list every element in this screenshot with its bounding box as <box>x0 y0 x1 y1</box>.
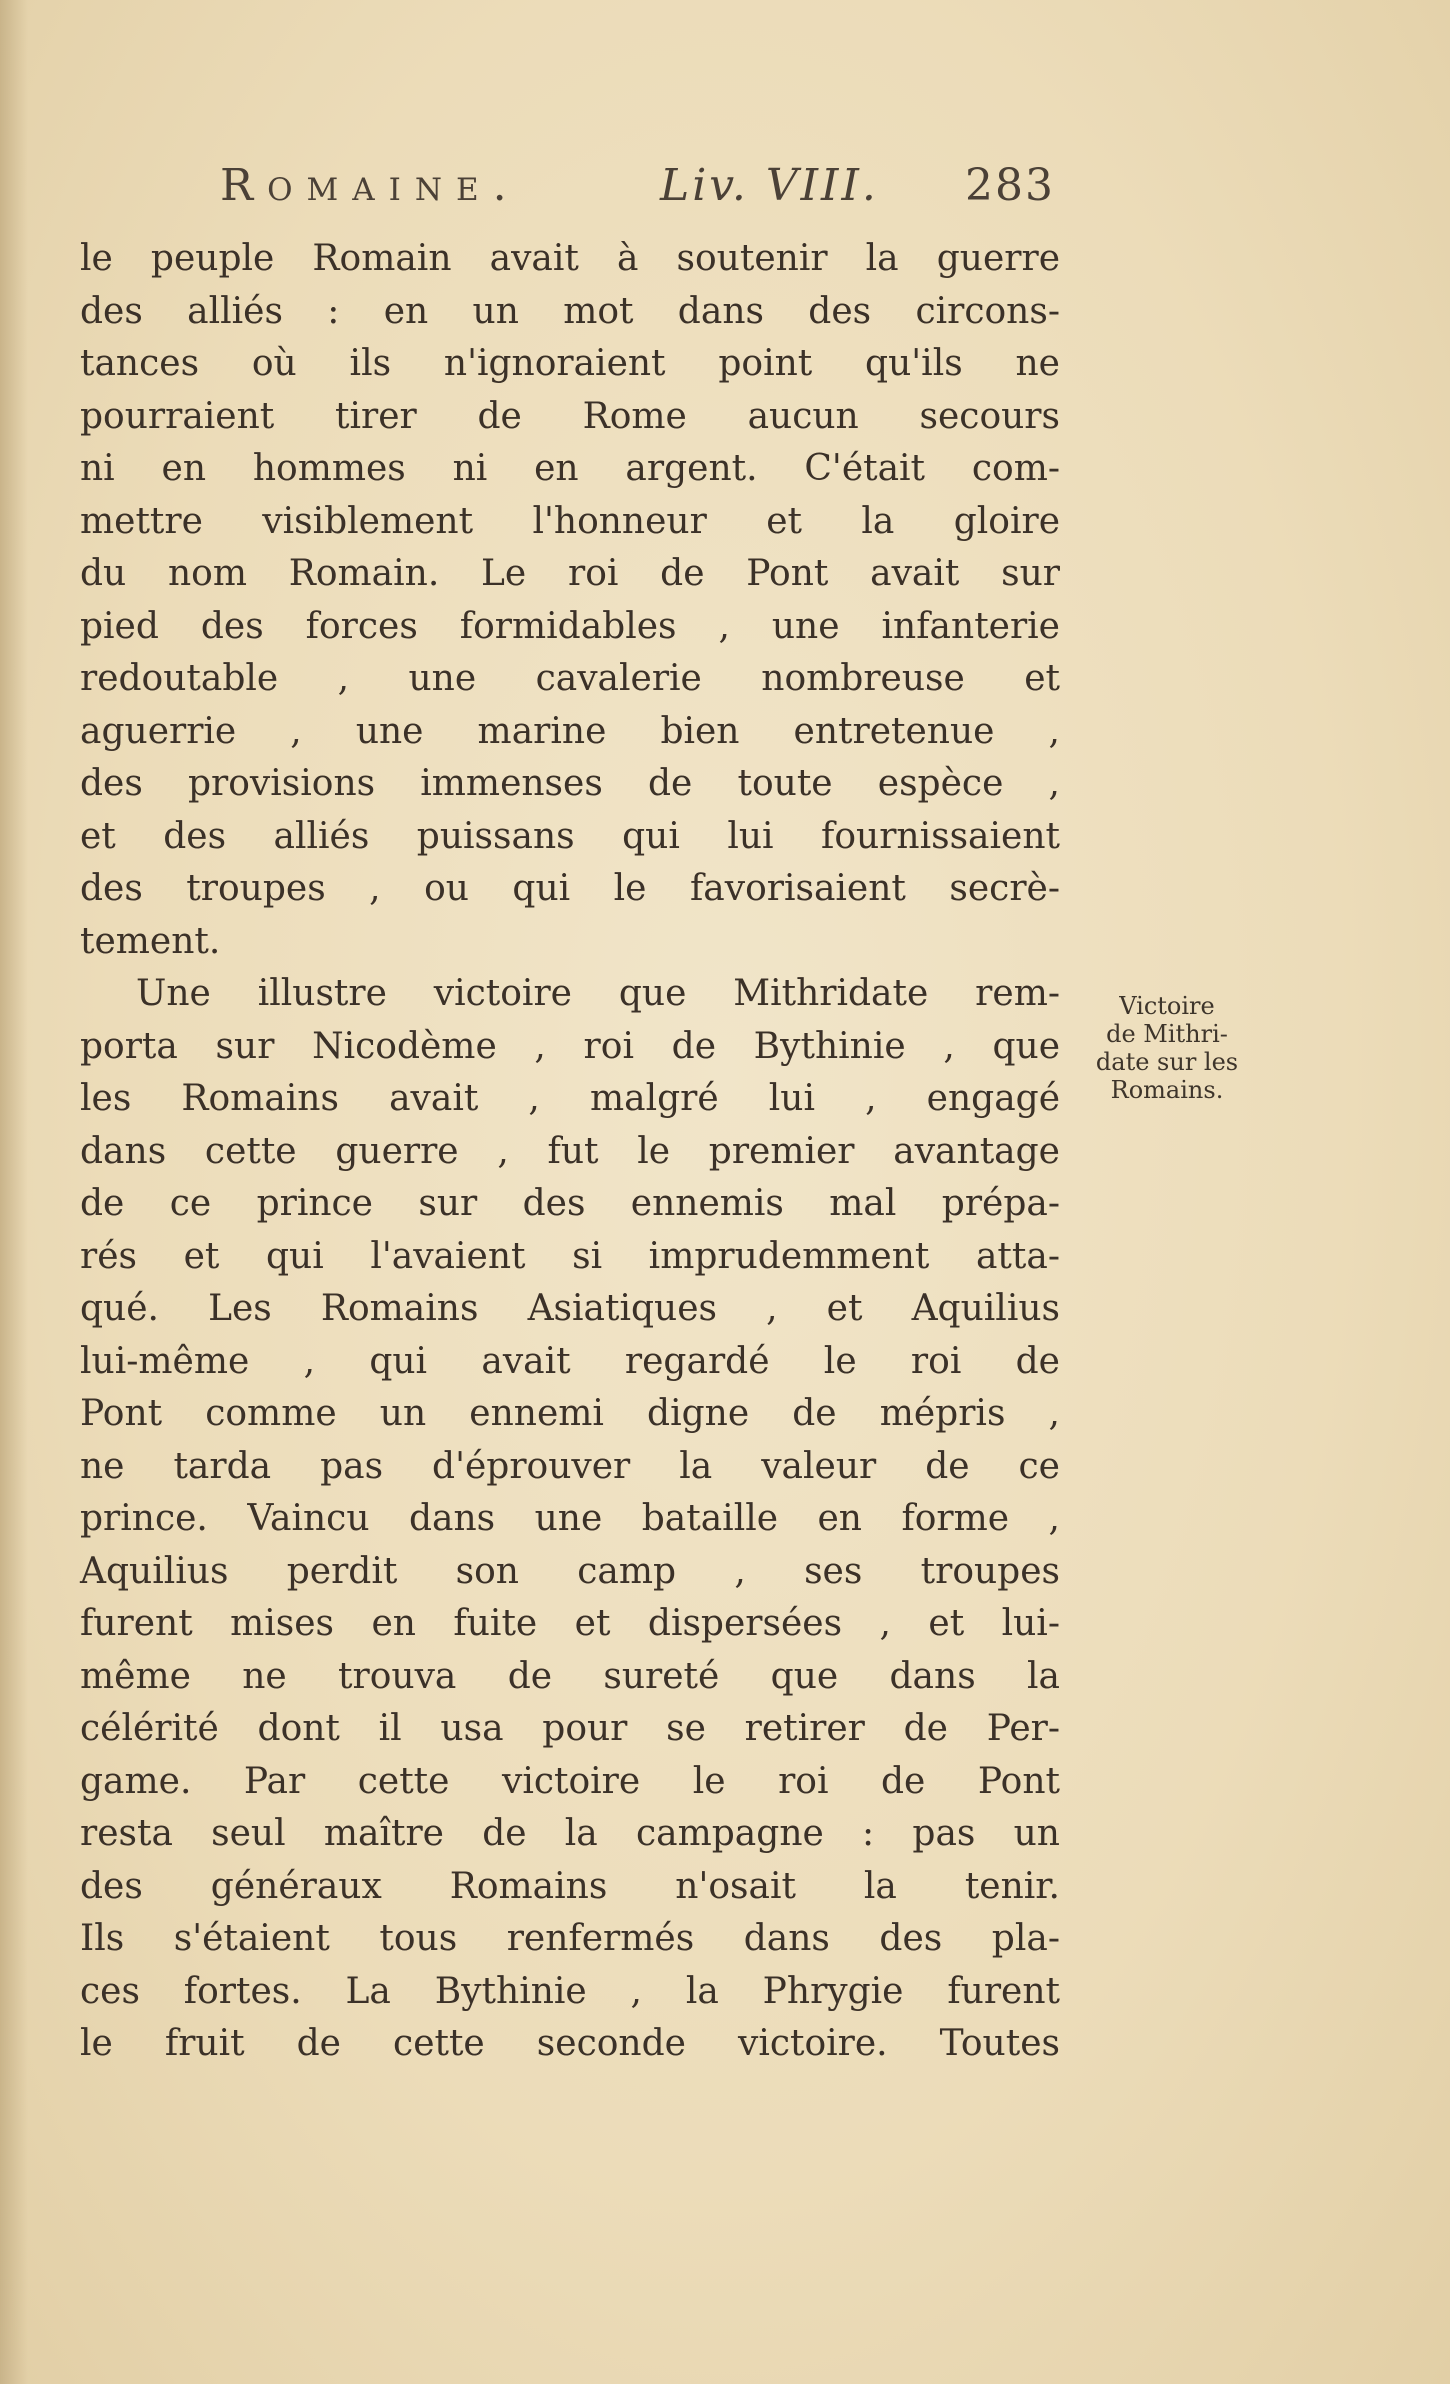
text-line: et des alliés puissans qui lui fournissaient <box>80 815 1060 857</box>
margin-note <box>1062 992 1272 1104</box>
text-line: des alliés : en un mot dans des circons- <box>80 290 1060 332</box>
text-line: pourraient tirer de Rome aucun secours <box>80 395 1060 437</box>
text-line: de ce prince sur des ennemis mal prépa- <box>80 1183 1060 1224</box>
margin-note-line: date sur les <box>1095 1048 1239 1076</box>
text-line: dans cette guerre , fut le premier avantage <box>80 1130 1060 1172</box>
text-line: ne tarda pas d'éprouver la valeur de ce <box>80 1445 1060 1487</box>
text-line: le fruit de cette seconde victoire. Toutes <box>80 2023 1060 2064</box>
text-line: qué. Les Romains Asiatiques , et Aquilius <box>80 1288 1060 1329</box>
text-line: porta sur Nicodème , roi de Bythinie , que <box>80 1025 1060 1067</box>
text-line: ces fortes. La Bythinie , la Phrygie furent <box>80 1970 1060 2012</box>
text-line: furent mises en fuite et dispersées , et lui- <box>80 1603 1060 1644</box>
text-line: Pont comme un ennemi digne de mépris , <box>80 1393 1060 1434</box>
text-line: redoutable , une cavalerie nombreuse et <box>80 658 1060 699</box>
text-line: lui-même , qui avait regardé le roi de <box>80 1340 1060 1382</box>
running-header <box>220 160 1080 220</box>
text-line: ni en hommes ni en argent. C'était com- <box>80 448 1060 489</box>
text-line: le peuple Romain avait à soutenir la guerre <box>80 238 1060 279</box>
text-line: célérité dont il usa pour se retirer de Per- <box>80 1708 1060 1749</box>
page-number: 283 <box>965 160 1055 211</box>
text-line: les Romains avait , malgré lui , engagé <box>80 1078 1060 1119</box>
text-line: prince. Vaincu dans une bataille en forme , <box>80 1498 1060 1539</box>
text-line: du nom Romain. Le roi de Pont avait sur <box>80 553 1060 594</box>
margin-note-line: Romains. <box>1110 1076 1224 1104</box>
header-title: Romaine. <box>220 160 521 211</box>
text-line: rés et qui l'avaient si imprudemment atta- <box>80 1235 1060 1277</box>
text-line: des généraux Romains n'osait la tenir. <box>80 1865 1060 1907</box>
text-line: Ils s'étaient tous renfermés dans des pla- <box>80 1918 1060 1959</box>
text-line: des provisions immenses de toute espèce , <box>80 763 1060 804</box>
text-line: même ne trouva de sureté que dans la <box>80 1655 1060 1697</box>
text-line: tement. <box>80 920 221 962</box>
margin-note-line: de Mithri- <box>1106 1020 1228 1048</box>
header-book-number: Liv. VIII. <box>660 160 879 211</box>
text-line: des troupes , ou qui le favorisaient secrè- <box>80 868 1060 909</box>
paragraph-start-line: Une illustre victoire que Mithridate rem- <box>136 973 1060 1014</box>
text-line: game. Par cette victoire le roi de Pont <box>80 1760 1060 1802</box>
text-line: resta seul maître de la campagne : pas un <box>80 1813 1060 1854</box>
text-line: mettre visiblement l'honneur et la gloire <box>80 500 1060 542</box>
text-line: Aquilius perdit son camp , ses troupes <box>80 1550 1060 1592</box>
page-fold-shadow <box>0 0 28 2384</box>
body-text <box>80 233 1060 2071</box>
margin-note-line: Victoire <box>1119 992 1215 1020</box>
text-line: pied des forces formidables , une infanterie <box>80 605 1060 647</box>
text-line: aguerrie , une marine bien entretenue , <box>80 710 1060 752</box>
text-line: tances où ils n'ignoraient point qu'ils ne <box>80 343 1060 384</box>
